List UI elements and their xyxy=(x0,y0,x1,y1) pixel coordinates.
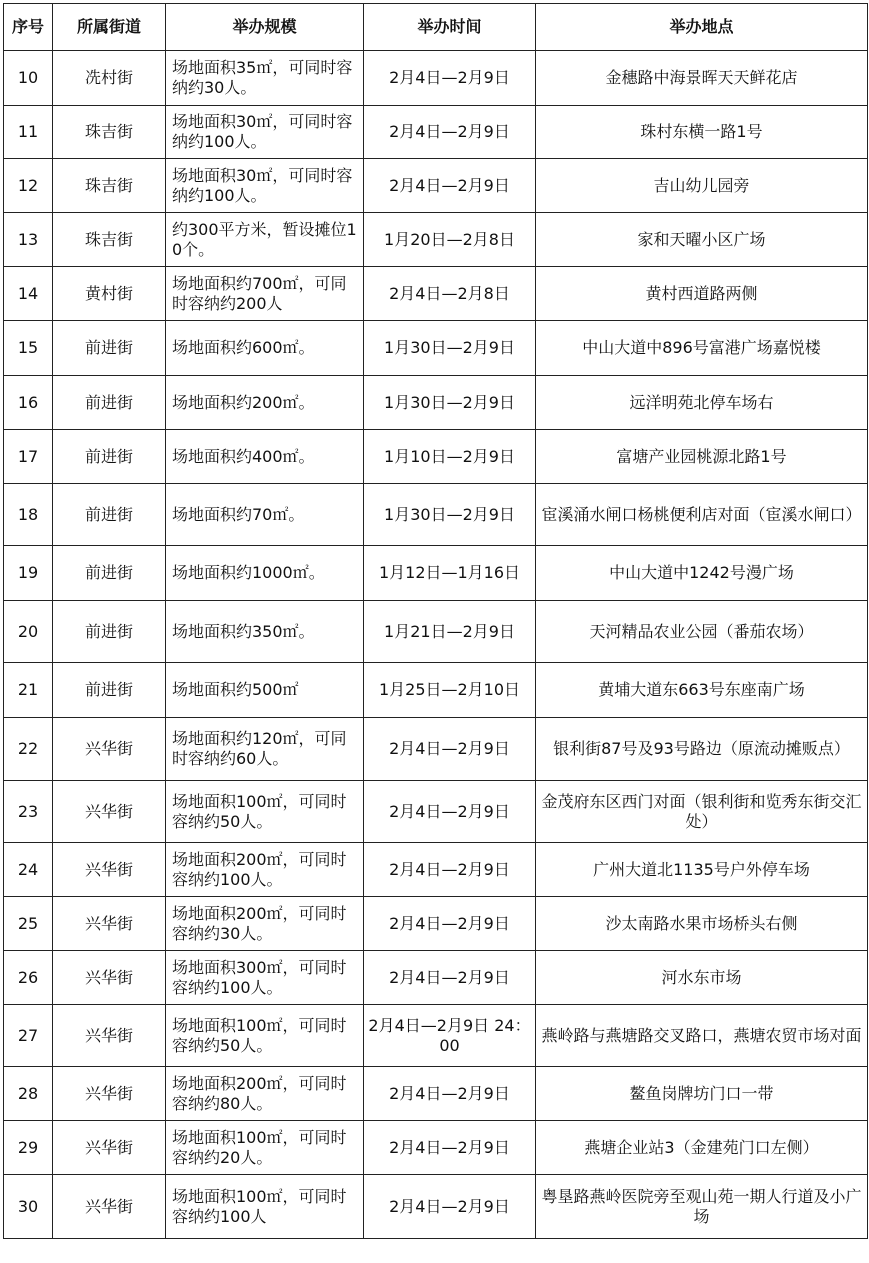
cell-street: 兴华街 xyxy=(53,1067,166,1121)
cell-no: 16 xyxy=(4,376,53,430)
cell-place: 河水东市场 xyxy=(536,951,868,1005)
cell-no: 29 xyxy=(4,1121,53,1175)
cell-time: 2月4日—2月9日 xyxy=(364,897,536,951)
cell-no: 14 xyxy=(4,267,53,321)
cell-no: 21 xyxy=(4,663,53,718)
cell-time: 2月4日—2月9日 24：00 xyxy=(364,1005,536,1067)
cell-street: 珠吉街 xyxy=(53,159,166,213)
header-street: 所属街道 xyxy=(53,4,166,51)
cell-street: 黄村街 xyxy=(53,267,166,321)
table-row xyxy=(4,1067,868,1121)
cell-scale: 场地面积约600㎡。 xyxy=(166,321,364,376)
table-row xyxy=(4,213,868,267)
cell-place: 广州大道北1135号户外停车场 xyxy=(536,843,868,897)
cell-time: 1月12日—1月16日 xyxy=(364,546,536,601)
cell-time: 1月25日—2月10日 xyxy=(364,663,536,718)
cell-no: 19 xyxy=(4,546,53,601)
table-row xyxy=(4,267,868,321)
cell-scale: 场地面积100㎡，可同时容纳约50人。 xyxy=(166,1005,364,1067)
cell-street: 兴华街 xyxy=(53,1175,166,1239)
table-row xyxy=(4,718,868,781)
cell-place: 中山大道中896号富港广场嘉悦楼 xyxy=(536,321,868,376)
cell-scale: 场地面积约350㎡。 xyxy=(166,601,364,663)
cell-scale: 场地面积约1000㎡。 xyxy=(166,546,364,601)
cell-scale: 场地面积30㎡，可同时容纳约100人。 xyxy=(166,106,364,159)
header-place: 举办地点 xyxy=(536,4,868,51)
cell-place: 鳌鱼岗牌坊门口一带 xyxy=(536,1067,868,1121)
cell-time: 2月4日—2月9日 xyxy=(364,718,536,781)
cell-no: 25 xyxy=(4,897,53,951)
cell-no: 20 xyxy=(4,601,53,663)
cell-street: 兴华街 xyxy=(53,843,166,897)
header-row xyxy=(4,4,868,51)
table-row xyxy=(4,1005,868,1067)
cell-place: 吉山幼儿园旁 xyxy=(536,159,868,213)
table-row xyxy=(4,51,868,106)
cell-no: 28 xyxy=(4,1067,53,1121)
cell-street: 兴华街 xyxy=(53,897,166,951)
cell-street: 兴华街 xyxy=(53,1005,166,1067)
cell-time: 2月4日—2月8日 xyxy=(364,267,536,321)
cell-scale: 场地面积300㎡，可同时容纳约100人。 xyxy=(166,951,364,1005)
cell-time: 2月4日—2月9日 xyxy=(364,781,536,843)
cell-scale: 场地面积100㎡，可同时容纳约50人。 xyxy=(166,781,364,843)
cell-scale: 场地面积约700㎡，可同时容纳约200人 xyxy=(166,267,364,321)
table-row xyxy=(4,321,868,376)
cell-place: 燕岭路与燕塘路交叉路口，燕塘农贸市场对面 xyxy=(536,1005,868,1067)
cell-no: 24 xyxy=(4,843,53,897)
cell-place: 沙太南路水果市场桥头右侧 xyxy=(536,897,868,951)
cell-no: 13 xyxy=(4,213,53,267)
cell-place: 粤垦路燕岭医院旁至观山苑一期人行道及小广场 xyxy=(536,1175,868,1239)
table-row xyxy=(4,663,868,718)
cell-place: 黄村西道路两侧 xyxy=(536,267,868,321)
cell-place: 宦溪涌水闸口杨桃便利店对面（宦溪水闸口） xyxy=(536,484,868,546)
table-row xyxy=(4,546,868,601)
cell-no: 18 xyxy=(4,484,53,546)
cell-place: 远洋明苑北停车场右 xyxy=(536,376,868,430)
cell-street: 珠吉街 xyxy=(53,213,166,267)
cell-place: 天河精品农业公园（番茄农场） xyxy=(536,601,868,663)
cell-place: 金穗路中海景晖天天鲜花店 xyxy=(536,51,868,106)
table-row xyxy=(4,376,868,430)
table-row xyxy=(4,781,868,843)
cell-place: 富塘产业园桃源北路1号 xyxy=(536,430,868,484)
table-row xyxy=(4,484,868,546)
cell-street: 珠吉街 xyxy=(53,106,166,159)
cell-time: 1月30日—2月9日 xyxy=(364,484,536,546)
cell-no: 23 xyxy=(4,781,53,843)
cell-scale: 场地面积约500㎡ xyxy=(166,663,364,718)
cell-no: 22 xyxy=(4,718,53,781)
cell-street: 前进街 xyxy=(53,601,166,663)
cell-scale: 场地面积约120㎡，可同时容纳约60人。 xyxy=(166,718,364,781)
cell-time: 1月30日—2月9日 xyxy=(364,376,536,430)
cell-scale: 场地面积100㎡，可同时容纳约100人 xyxy=(166,1175,364,1239)
cell-time: 2月4日—2月9日 xyxy=(364,159,536,213)
cell-no: 17 xyxy=(4,430,53,484)
cell-time: 1月21日—2月9日 xyxy=(364,601,536,663)
cell-place: 家和天曜小区广场 xyxy=(536,213,868,267)
cell-no: 15 xyxy=(4,321,53,376)
cell-place: 黄埔大道东663号东座南广场 xyxy=(536,663,868,718)
cell-scale: 场地面积200㎡，可同时容纳约80人。 xyxy=(166,1067,364,1121)
cell-street: 前进街 xyxy=(53,663,166,718)
table-row xyxy=(4,601,868,663)
cell-time: 1月20日—2月8日 xyxy=(364,213,536,267)
cell-street: 兴华街 xyxy=(53,781,166,843)
cell-street: 前进街 xyxy=(53,430,166,484)
table-row xyxy=(4,430,868,484)
cell-scale: 场地面积200㎡，可同时容纳约100人。 xyxy=(166,843,364,897)
cell-no: 26 xyxy=(4,951,53,1005)
cell-time: 1月10日—2月9日 xyxy=(364,430,536,484)
cell-time: 2月4日—2月9日 xyxy=(364,1121,536,1175)
cell-scale: 约300平方米，暂设摊位10个。 xyxy=(166,213,364,267)
market-table xyxy=(3,3,868,1239)
cell-scale: 场地面积约400㎡。 xyxy=(166,430,364,484)
cell-time: 2月4日—2月9日 xyxy=(364,1175,536,1239)
cell-street: 兴华街 xyxy=(53,951,166,1005)
cell-street: 前进街 xyxy=(53,484,166,546)
cell-no: 11 xyxy=(4,106,53,159)
cell-time: 2月4日—2月9日 xyxy=(364,951,536,1005)
cell-scale: 场地面积约70㎡。 xyxy=(166,484,364,546)
cell-time: 2月4日—2月9日 xyxy=(364,843,536,897)
cell-place: 金茂府东区西门对面（银利街和览秀东街交汇处） xyxy=(536,781,868,843)
cell-street: 前进街 xyxy=(53,546,166,601)
cell-time: 2月4日—2月9日 xyxy=(364,51,536,106)
cell-no: 12 xyxy=(4,159,53,213)
cell-no: 10 xyxy=(4,51,53,106)
cell-place: 中山大道中1242号漫广场 xyxy=(536,546,868,601)
cell-place: 燕塘企业站3（金建苑门口左侧） xyxy=(536,1121,868,1175)
cell-street: 前进街 xyxy=(53,376,166,430)
cell-street: 前进街 xyxy=(53,321,166,376)
cell-no: 27 xyxy=(4,1005,53,1067)
table-row xyxy=(4,843,868,897)
cell-no: 30 xyxy=(4,1175,53,1239)
table-row xyxy=(4,106,868,159)
header-time: 举办时间 xyxy=(364,4,536,51)
cell-time: 2月4日—2月9日 xyxy=(364,1067,536,1121)
table-row xyxy=(4,1121,868,1175)
cell-time: 1月30日—2月9日 xyxy=(364,321,536,376)
table-row xyxy=(4,897,868,951)
cell-time: 2月4日—2月9日 xyxy=(364,106,536,159)
cell-scale: 场地面积200㎡，可同时容纳约30人。 xyxy=(166,897,364,951)
table-row xyxy=(4,159,868,213)
cell-street: 兴华街 xyxy=(53,1121,166,1175)
cell-place: 银利街87号及93号路边（原流动摊贩点） xyxy=(536,718,868,781)
header-no: 序号 xyxy=(4,4,53,51)
table-row xyxy=(4,951,868,1005)
cell-scale: 场地面积约200㎡。 xyxy=(166,376,364,430)
cell-scale: 场地面积35㎡，可同时容纳约30人。 xyxy=(166,51,364,106)
cell-street: 冼村街 xyxy=(53,51,166,106)
table-row xyxy=(4,1175,868,1239)
cell-scale: 场地面积100㎡，可同时容纳约20人。 xyxy=(166,1121,364,1175)
cell-street: 兴华街 xyxy=(53,718,166,781)
header-scale: 举办规模 xyxy=(166,4,364,51)
cell-place: 珠村东横一路1号 xyxy=(536,106,868,159)
cell-scale: 场地面积30㎡，可同时容纳约100人。 xyxy=(166,159,364,213)
